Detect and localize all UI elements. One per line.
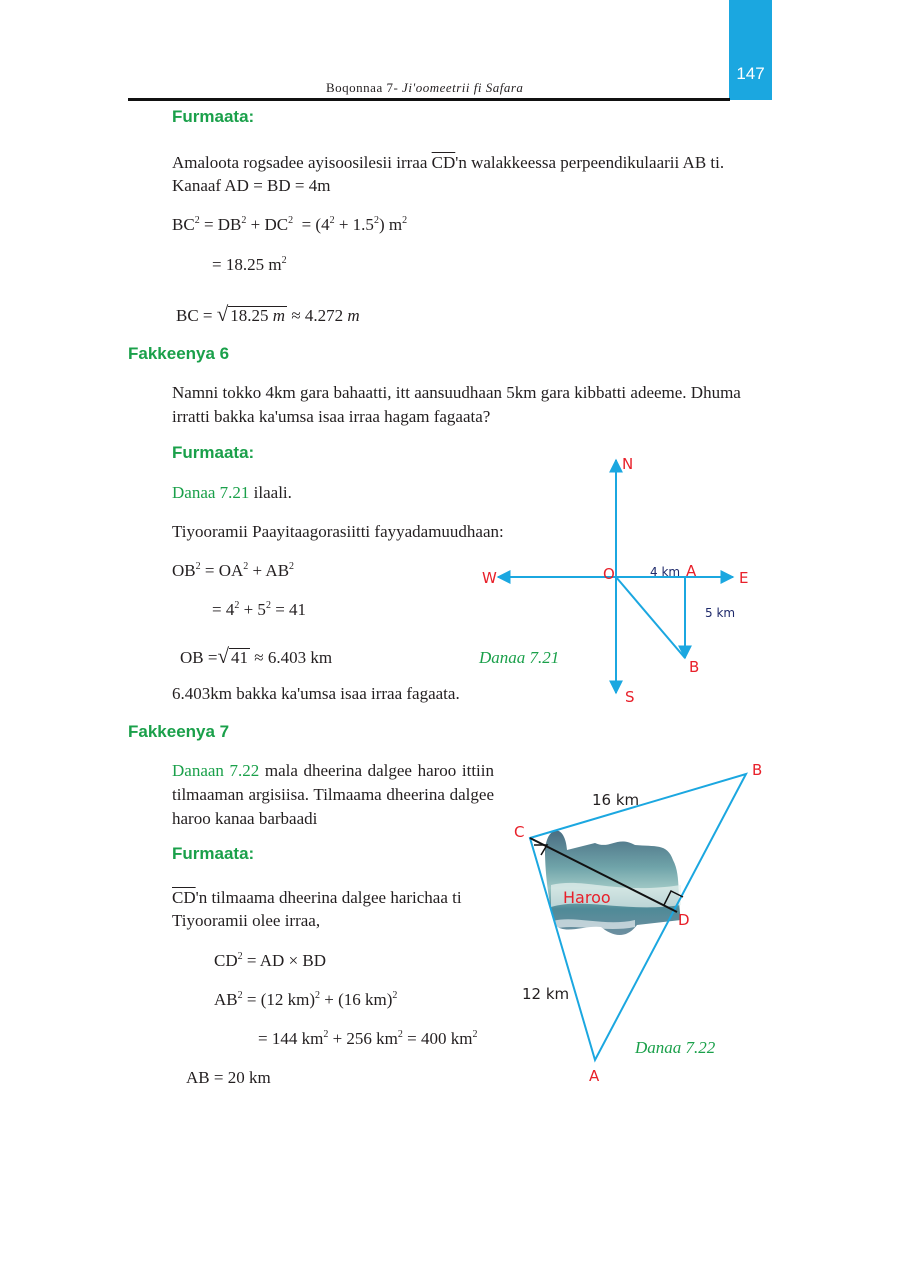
figure-caption: Danaa 7.21 (479, 648, 560, 667)
eq-text: = 4 (212, 600, 235, 619)
solution-line: Tiyooramii olee irraa, (172, 911, 321, 930)
solution-heading: Furmaata: (172, 107, 255, 126)
equation-ob2 (172, 559, 294, 583)
eq-text: + 5 (243, 600, 266, 619)
eq-text: CD (214, 951, 238, 970)
sup: 2 (392, 990, 398, 1001)
page-tab (729, 0, 772, 100)
eq-text: ≈ 6.403 km (254, 648, 333, 667)
eq-text: + (16 km) (324, 990, 393, 1009)
segment-cd: $\overline{CD}$ (431, 153, 456, 172)
eq-text: = 41 (275, 600, 307, 619)
figure-7-21 (470, 450, 770, 710)
equation-cd2 (214, 949, 326, 973)
eq-text: m (272, 306, 286, 325)
text: Amaloota rogsadee ayisoosilesii irraa (172, 153, 432, 172)
label-west: W (482, 569, 497, 587)
figure-caption: Danaa 7.22 (635, 1038, 716, 1057)
eq-text: OB (172, 561, 196, 580)
sqrt-symbol: √ (216, 302, 229, 326)
label-south: S (625, 688, 635, 706)
solution-line (172, 481, 292, 505)
label-lake: Haroo (563, 888, 611, 907)
text: 'n tilmaama dheerina dalgee harichaa ti (195, 888, 462, 907)
eq-text: = 18.25 m (212, 255, 282, 274)
radicand (228, 306, 287, 325)
label-oa-length: 4 km (650, 565, 681, 579)
eq-text: OB = (180, 648, 218, 667)
label-a: A (589, 1067, 600, 1085)
sup: 2 (397, 1029, 403, 1040)
eq-text: BC (172, 215, 195, 234)
example-text: Namni tokko 4km gara bahaatti, itt aansuudhaan 5km gara kibbatti adeeme. Dhuma irratti bakka ka'umsa isaa irraa hagam fagaata? (172, 383, 741, 426)
eq-text: = AD × BD (246, 951, 327, 970)
eq-text: + 1.5 (338, 215, 374, 234)
sqrt-symbol: √ (217, 644, 229, 668)
equation-result (212, 253, 287, 277)
running-header (326, 80, 523, 96)
equation-ab2 (214, 988, 397, 1012)
eq-text: = 400 km (407, 1029, 473, 1048)
equation-sum (258, 1027, 477, 1051)
sup: 2 (194, 215, 200, 226)
eq-text: BC = (176, 306, 213, 325)
eq-text: ≈ 4.272 (291, 306, 344, 325)
label-b: B (752, 761, 763, 779)
header-topic: Ji'oomeetrii fi Safara (402, 80, 524, 95)
radicand: 41 (230, 648, 248, 667)
sup: 2 (289, 561, 295, 572)
label-east: E (739, 569, 749, 587)
eq-text: 18.25 (230, 306, 269, 325)
label-c: C (514, 823, 525, 841)
eq-text: + DC (250, 215, 289, 234)
solution-line: Kanaaf AD = BD = 4m (172, 176, 331, 195)
sup: 2 (472, 1029, 478, 1040)
label-north: N (622, 455, 634, 473)
solution-line (172, 886, 462, 910)
sup: 2 (288, 215, 294, 226)
sup: 2 (323, 1029, 329, 1040)
eq-text: m (347, 306, 360, 325)
eq-text: = OA (204, 561, 244, 580)
header-chapter: Boqonnaa 7- (326, 80, 399, 95)
equation-bc (176, 302, 360, 328)
sup: 2 (281, 255, 287, 266)
example-heading: Fakkeenya 6 (128, 344, 230, 363)
eq-text: = (4 (301, 215, 330, 234)
equation-result: AB = 20 km (186, 1068, 271, 1087)
label-ca-length: 12 km (522, 985, 570, 1003)
sup: 2 (237, 951, 243, 962)
eq-text: ) m (378, 215, 403, 234)
solution-paragraph (172, 151, 724, 175)
eq-text: + 256 km (332, 1029, 398, 1048)
eq-text: = (12 km) (246, 990, 316, 1009)
example-heading: Fakkeenya 7 (128, 722, 230, 741)
eq-text: = DB (203, 215, 242, 234)
text: mala dheerina dalgee haroo ittiin tilmaaman argisiisa. Tilmaama dheerina dalgee haroo kanaa barbaadi (172, 761, 494, 828)
figure-reference: Danaan 7.22 (172, 761, 260, 780)
label-ab-length: 5 km (705, 606, 736, 620)
sup: 2 (241, 215, 247, 226)
text: 'n walakkeessa perpeendikulaarii AB ti. (455, 153, 725, 172)
label-b: B (689, 658, 700, 676)
sup: 2 (402, 215, 408, 226)
eq-text: = 144 km (258, 1029, 324, 1048)
label-a: A (686, 562, 697, 580)
sup: 2 (329, 215, 335, 226)
solution-heading: Furmaata: (172, 844, 255, 863)
header-rule (128, 98, 730, 101)
example-text (172, 759, 494, 831)
text: ilaali. (249, 483, 292, 502)
equation-ob (180, 644, 332, 670)
solution-line: Tiyooramii Paayitaagorasiitti fayyadamuudhaan: (172, 522, 504, 541)
sup: 2 (243, 561, 249, 572)
sup: 2 (265, 600, 271, 611)
segment-ob (616, 577, 685, 658)
sup: 2 (195, 561, 201, 572)
page-number: 147 (736, 64, 765, 83)
label-o: O (603, 565, 615, 583)
solution-heading: Furmaata: (172, 443, 255, 462)
sup: 2 (315, 990, 321, 1001)
sup: 2 (373, 215, 379, 226)
eq-text: AB (214, 990, 238, 1009)
equation-bc2 (172, 213, 407, 237)
solution-conclusion: 6.403km bakka ka'umsa isaa irraa fagaata. (172, 684, 460, 703)
eq-text: + AB (252, 561, 290, 580)
segment-cd: $\overline{CD}$ (172, 888, 196, 907)
sup: 2 (237, 990, 243, 1001)
sup: 2 (234, 600, 240, 611)
figure-reference: Danaa 7.21 (172, 483, 250, 502)
equation-sum (212, 598, 306, 622)
label-cb-length: 16 km (592, 791, 640, 809)
label-d: D (678, 911, 690, 929)
